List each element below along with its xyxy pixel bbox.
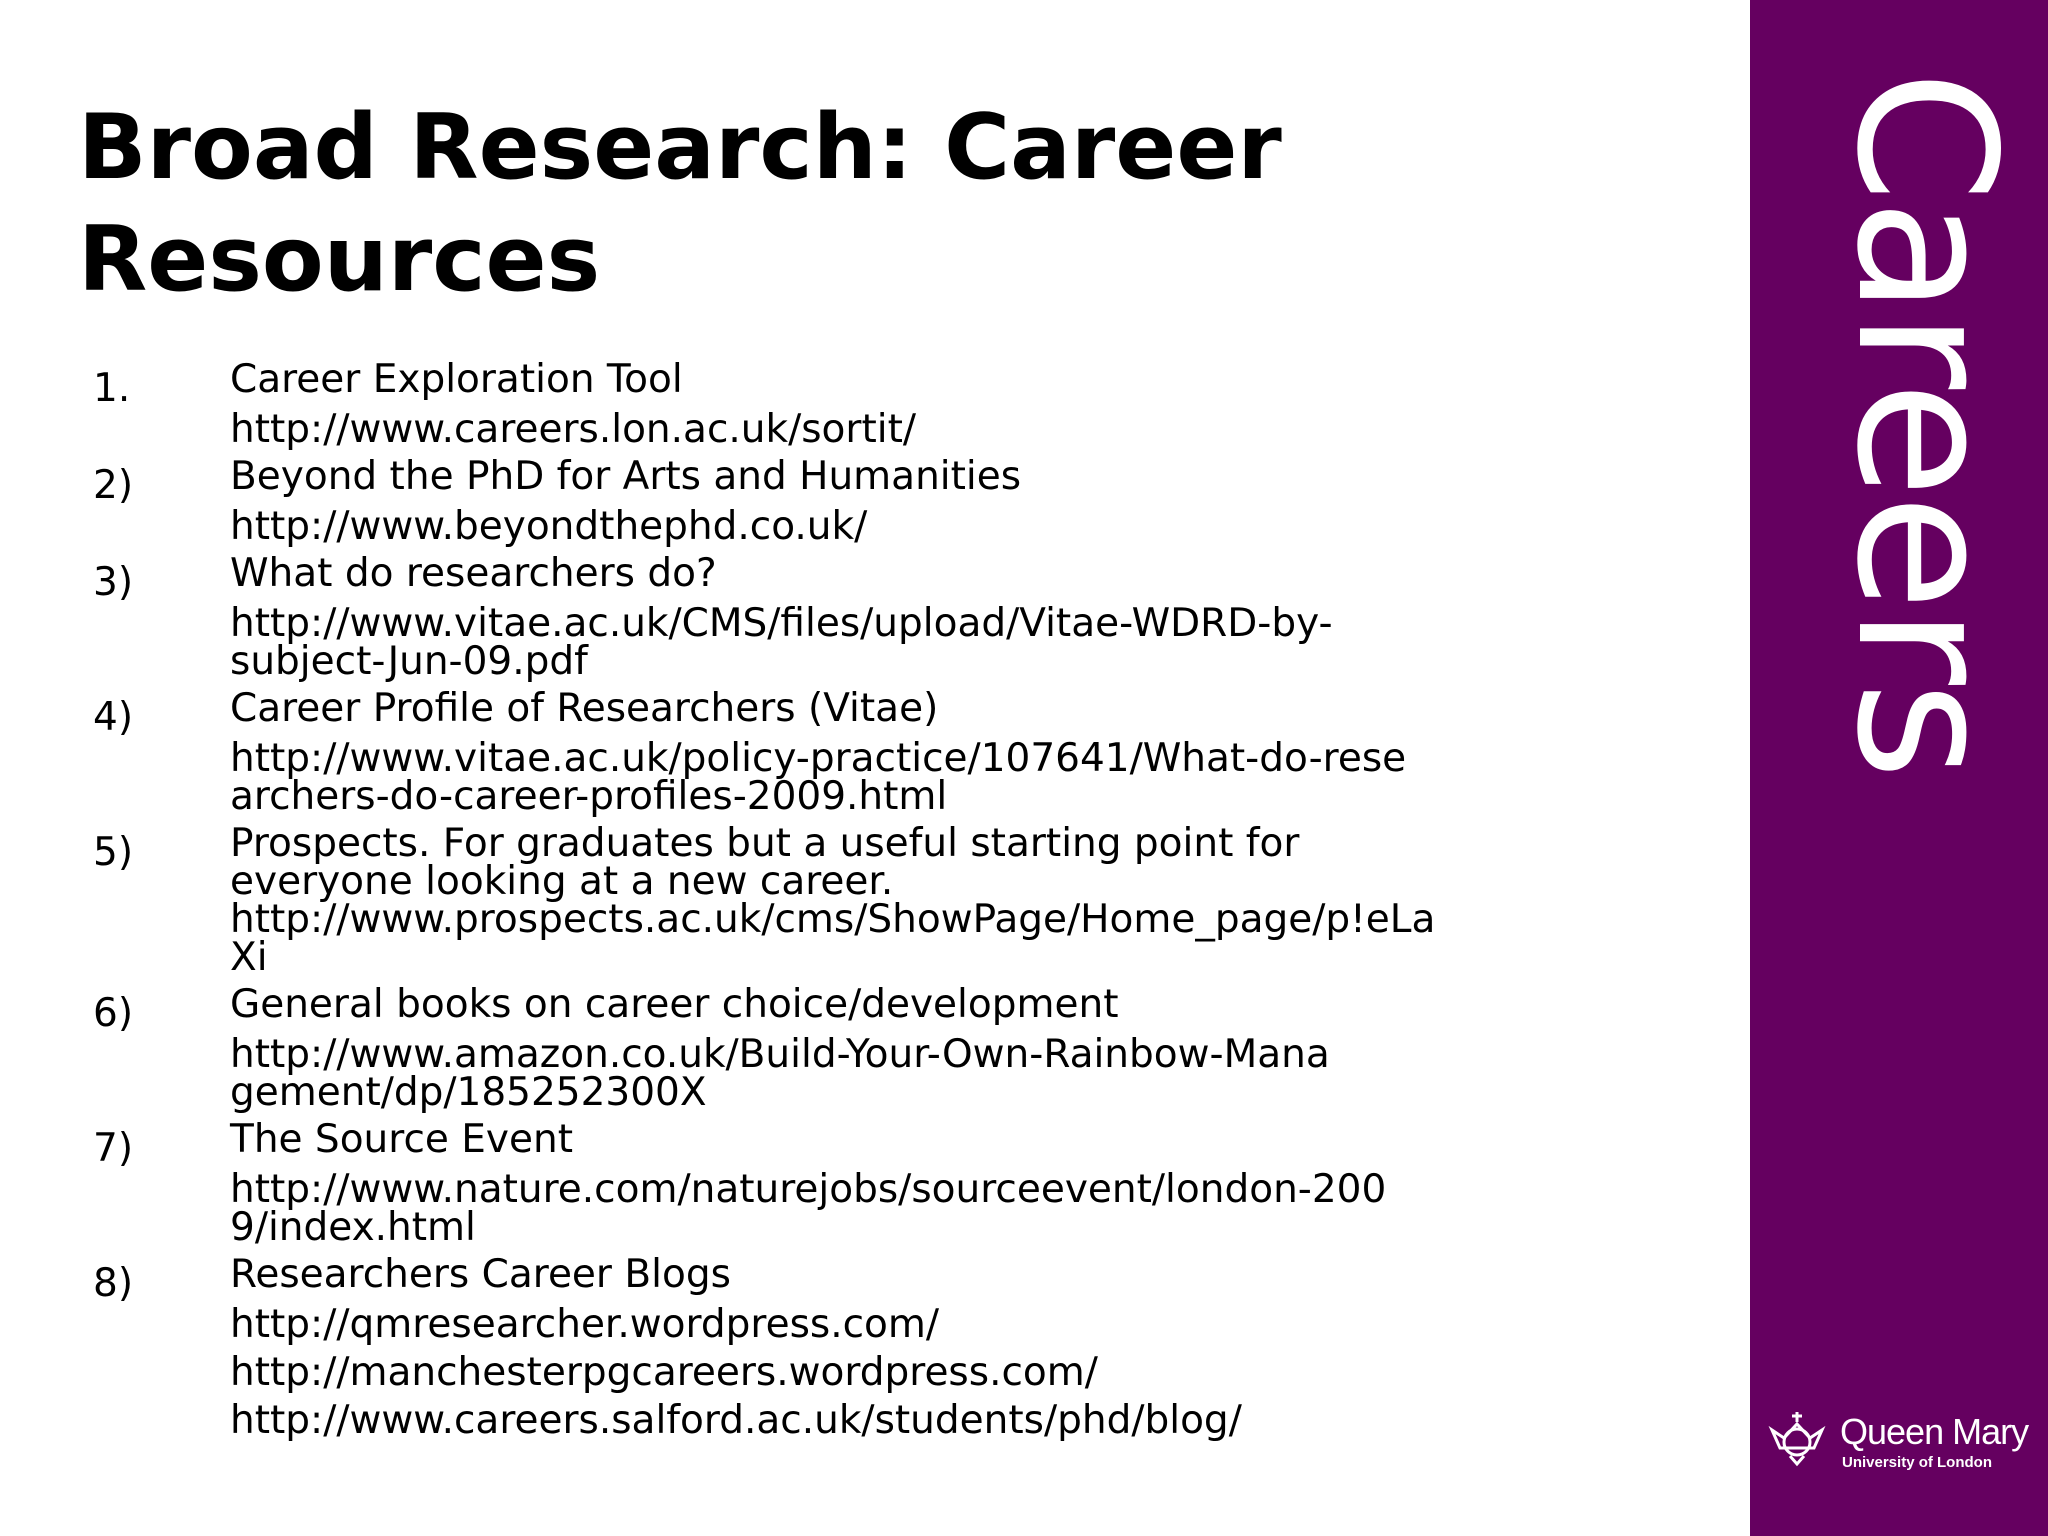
resource-item-3 [0,551,1500,684]
resource-link[interactable]: http://manchesterpgcareers.wordpress.com/ [230,1350,1098,1395]
resource-item-8 [0,1252,1500,1443]
resource-number: 1. [93,366,131,411]
slide-title: Broad Research: Career Resources [78,95,1282,312]
resource-title: Career Profile of Researchers (Vitae) [230,686,939,731]
resource-link[interactable]: http://www.careers.salford.ac.uk/students/phd/blog/ [230,1398,1242,1443]
resource-item-1 [0,357,1500,452]
resource-link[interactable]: http://www.careers.lon.ac.uk/sortit/ [230,407,917,452]
resource-item-6 [0,982,1500,1115]
resource-link[interactable]: http://www.beyondthephd.co.uk/ [230,504,868,549]
resource-link[interactable]: http://www.nature.com/naturejobs/sourceevent/london-2009/index.html [230,1167,1387,1250]
resource-title: Career Exploration Tool [230,357,683,402]
resource-item-7 [0,1117,1500,1250]
resource-list [0,352,1500,1443]
resource-number: 5) [93,830,134,875]
resource-title: General books on career choice/development [230,982,1119,1027]
resource-title: The Source Event [230,1117,574,1162]
resource-number: 2) [93,463,134,508]
crown-crest-icon [1766,1408,1828,1470]
resource-item-4 [0,686,1500,819]
sidebar-careers-word [1850,70,2000,220]
logo-subtitle: University of London [1842,1454,1992,1471]
resource-link[interactable]: http://www.vitae.ac.uk/CMS/files/upload/Vitae-WDRD-by-subject-Jun-09.pdf [230,601,1333,684]
resource-number: 8) [93,1261,134,1306]
resource-title: What do researchers do? [230,551,717,596]
resource-item-5 [0,821,1500,980]
resource-link[interactable]: http://qmresearcher.wordpress.com/ [230,1302,940,1347]
resource-number: 7) [93,1126,134,1171]
resource-number: 6) [93,991,134,1036]
resource-number: 3) [93,560,134,605]
resource-title: Beyond the PhD for Arts and Humanities [230,454,1022,499]
resource-title: Researchers Career Blogs [230,1252,731,1297]
resource-item-2 [0,454,1500,549]
resource-title: Prospects. For graduates but a useful starting point for everyone looking at a new career. [230,821,1300,904]
logo-name: Queen Mary [1840,1411,2029,1452]
resource-link[interactable]: http://www.amazon.co.uk/Build-Your-Own-Rainbow-Management/dp/185252300X [230,1032,1330,1115]
queen-mary-logo [1766,1408,2036,1480]
resource-number: 4) [93,695,134,740]
resource-link[interactable]: http://www.vitae.ac.uk/policy-practice/107641/What-do-researchers-do-career-profiles-2009.html [230,736,1407,819]
resource-link[interactable]: http://www.prospects.ac.uk/cms/ShowPage/Home_page/p!eLaXi [230,897,1436,980]
